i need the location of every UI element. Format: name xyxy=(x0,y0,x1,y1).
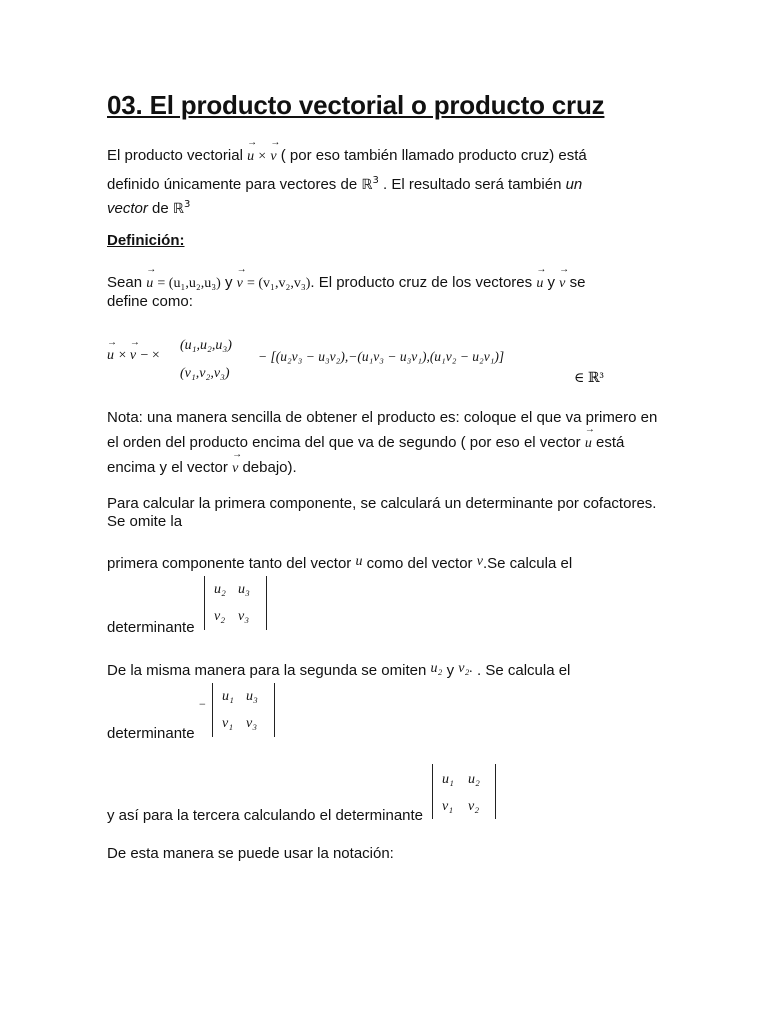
notation-line: De esta manera se puede usar la notación: xyxy=(107,845,394,862)
determinant-label-2: determinante xyxy=(107,725,195,742)
det1-c: v₂ xyxy=(214,609,226,624)
vector-v-symbol: v → xyxy=(129,337,140,363)
det1-a: u₂ xyxy=(214,582,226,597)
first-component-line: primera componente tanto del vector u como del vector v.Se calcula el xyxy=(107,554,573,572)
det3-c: v₁ xyxy=(442,799,454,814)
det2-a: u₁ xyxy=(222,689,234,704)
det2-c: v₁ xyxy=(222,716,234,731)
real-numbers-symbol: ℝ$^3$ xyxy=(172,199,191,217)
det2-d: v₃ xyxy=(246,716,258,731)
page-title: 03. El producto vectorial o producto cruz xyxy=(107,90,605,120)
det1-b: u₃ xyxy=(238,582,250,597)
cofactor-line-2: Se omite la xyxy=(107,513,183,530)
third-component-line: y así para la tercera calculando el determinante xyxy=(107,807,424,824)
vector-v-symbol: v → xyxy=(270,137,281,164)
det3-b: u₂ xyxy=(468,772,480,787)
intro-line-3: vector de ℝ$^3$ xyxy=(107,199,191,217)
note-line-1: Nota: una manera sencilla de obtener el producto es: coloque el que va primero en xyxy=(107,409,658,426)
definition-line-2: define como: xyxy=(107,293,193,310)
det3-a: u₁ xyxy=(442,772,454,787)
det1-d: v₃ xyxy=(238,609,250,624)
vector-u-symbol: u → xyxy=(107,337,117,363)
note-line-2: el orden del producto encima del que va de segundo ( por eso el vector u → está xyxy=(107,424,625,451)
vector-u-symbol: u → xyxy=(584,424,595,451)
vector-v-symbol: v → xyxy=(559,264,570,291)
minus-sign: − xyxy=(199,697,206,711)
intro-line-2: definido únicamente para vectores de ℝ$^3$ . El resultado será también un xyxy=(107,175,583,193)
cross-product-formula: u → × v → − × xyxy=(107,337,160,363)
determinant-1 xyxy=(204,576,267,630)
formula-row-v: (v₁,v₂,v₃) xyxy=(180,366,230,381)
det2-b: u₃ xyxy=(246,689,258,704)
formula-row-u: (u₁,u₂,u₃) xyxy=(180,338,232,353)
formula-in-r3: ∈ ℝ³ xyxy=(574,371,604,386)
vector-u-symbol: u → xyxy=(146,264,157,291)
definition-heading: Definición: xyxy=(107,232,185,249)
formula-result: − [(u₂v₃ − u₃v₂),−(u₁v₃ − u₃v₁),(u₁v₂ − u₂v₁)] xyxy=(258,349,505,364)
note-line-3: encima y el vector v → debajo). xyxy=(107,449,297,476)
definition-line-1: Sean u → = (u₁,u₂,u₃) y v → = (v₁,v₂,v₃). El producto cruz de los vectores u → y v → se xyxy=(107,264,586,291)
vector-u-symbol: u → xyxy=(247,137,258,164)
second-component-line: De la misma manera para la segunda se omiten u₂ y v₂. . Se calcula el xyxy=(107,661,571,679)
det3-d: v₂ xyxy=(468,799,480,814)
vector-v-symbol: v → xyxy=(236,264,247,291)
vector-u-symbol: u → xyxy=(536,264,547,291)
determinant-2 xyxy=(212,683,275,737)
determinant-label-1: determinante xyxy=(107,619,195,636)
determinant-3 xyxy=(432,764,496,819)
intro-line-1: El producto vectorial u → × v → ( por eso también llamado producto cruz) está xyxy=(107,137,587,164)
vector-v-symbol: v → xyxy=(232,449,243,476)
real-numbers-symbol: ℝ$^3$ xyxy=(361,175,379,193)
cofactor-line-1: Para calcular la primera componente, se calculará un determinante por cofactores. xyxy=(107,495,657,512)
